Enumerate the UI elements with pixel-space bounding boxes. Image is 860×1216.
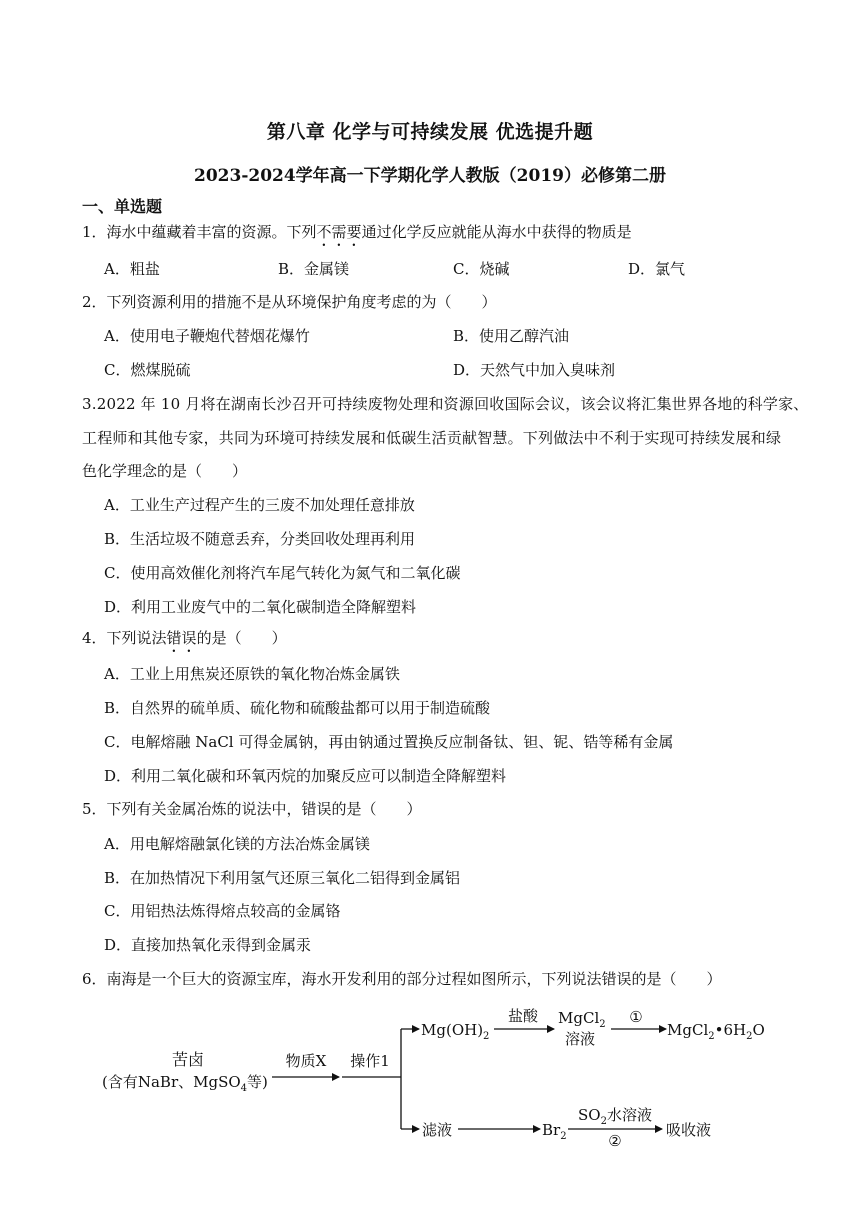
question-2-stem: 2．下列资源利用的措施不是从环境保护角度考虑的为（ ） [82, 293, 497, 311]
product-sub2: 2 [746, 1031, 753, 1042]
q4-option-a[interactable]: A．工业上用焦炭还原铁的氧化物冶炼金属铁 [104, 665, 400, 683]
filtrate-label: 滤液 [422, 1121, 453, 1139]
product-sub: 2 [708, 1031, 715, 1042]
source-comp-pre: (含有NaBr、MgSO [102, 1073, 241, 1091]
so2-post: 水溶液 [606, 1106, 652, 1124]
q1-stem-post: 通过化学反应就能从海水中获得的物质是 [361, 223, 632, 241]
q1-option-b[interactable]: B．金属镁 [278, 260, 350, 278]
q4-option-d[interactable]: D．利用二氧化碳和环氧丙烷的加聚反应可以制造全降解塑料 [104, 767, 507, 785]
question-3-stem-line2: 工程师和其他专家，共同为环境可持续发展和低碳生活贡献智慧。下列做法中不利于实现可持续发展和绿 [82, 429, 782, 447]
mgcl2-main: MgCl [558, 1009, 600, 1027]
q3-option-d[interactable]: D．利用工业废气中的二氧化碳制造全降解塑料 [104, 598, 417, 616]
step-1-label: ① [629, 1008, 643, 1026]
question-1-stem [82, 222, 632, 250]
q5-option-c[interactable]: C．用铝热法炼得熔点较高的金属铬 [104, 902, 341, 920]
hcl-label: 盐酸 [507, 1007, 539, 1025]
q1-option-d[interactable]: D．氯气 [628, 260, 686, 278]
page-title: 第八章 化学与可持续发展 优选提升题 [266, 121, 594, 143]
question-3-stem-line1: 3.2022 年 10 月将在湖南长沙召开可持续废物处理和资源回收国际会议，该会议将汇集世界各地的科学家、 [82, 395, 809, 413]
q1-emphasis: 不需要 [316, 223, 362, 241]
q2-option-b[interactable]: B．使用乙醇汽油 [453, 327, 570, 345]
question-5-stem: 5．下列有关金属冶炼的说法中，错误的是（ ） [82, 800, 422, 818]
q2-option-a[interactable]: A．使用电子鞭炮代替烟花爆竹 [104, 327, 310, 345]
q2-option-d[interactable]: D．天然气中加入臭味剂 [453, 361, 616, 379]
mgoh2-sub: 2 [483, 1031, 490, 1042]
q3-option-c[interactable]: C．使用高效催化剂将汽车尾气转化为氮气和二氧化碳 [104, 564, 461, 582]
process-flow-diagram [96, 1000, 766, 1150]
q2-option-c[interactable]: C．燃煤脱硫 [104, 361, 191, 379]
source-comp-sub: 4 [240, 1083, 248, 1094]
product-label [667, 1021, 765, 1042]
so2-sub: 2 [600, 1116, 607, 1127]
question-6-stem: 6．南海是一个巨大的资源宝库，海水开发利用的部分过程如图所示，下列说法错误的是（ ） [82, 970, 722, 988]
so2-main: SO [578, 1106, 601, 1124]
q1-option-c[interactable]: C．烧碱 [453, 260, 510, 278]
q5-option-a[interactable]: A．用电解熔融氯化镁的方法冶炼金属镁 [104, 835, 370, 853]
q1-stem-pre: 1．海水中蕴藏着丰富的资源。下列 [82, 223, 317, 241]
q4-stem-post: 的是（ ） [196, 629, 287, 647]
so2-label [578, 1106, 652, 1127]
mgcl2-solution-label: 溶液 [564, 1030, 596, 1048]
source-comp-post: 等) [247, 1073, 268, 1091]
q3-option-b[interactable]: B．生活垃圾不随意丢弃，分类回收处理再利用 [104, 530, 416, 548]
page-subtitle: 2023-2024学年高一下学期化学人教版（2019）必修第二册 [194, 166, 666, 186]
source-composition [102, 1073, 268, 1094]
q4-emphasis: 错误 [166, 629, 197, 647]
section-heading: 一、单选题 [82, 197, 163, 216]
mgcl2-sub: 2 [599, 1019, 606, 1030]
operation-1-label: 操作1 [350, 1052, 390, 1070]
product-mid: •6H [714, 1021, 747, 1039]
reagent-x-label: 物质X [285, 1052, 327, 1070]
q4-option-c[interactable]: C．电解熔融 NaCl 可得金属钠，再由钠通过置换反应制备钛、钽、铌、锆等稀有金属 [104, 733, 674, 751]
mgoh2-main: Mg(OH) [421, 1021, 484, 1039]
question-4-stem [82, 628, 287, 656]
q5-option-b[interactable]: B．在加热情况下利用氢气还原三氧化二铝得到金属铝 [104, 869, 461, 887]
question-3-stem-line3: 色化学理念的是（ ） [82, 462, 248, 480]
q4-option-b[interactable]: B．自然界的硫单质、硫化物和硫酸盐都可以用于制造硫酸 [104, 699, 491, 717]
product-post: O [752, 1021, 765, 1039]
br2-label [542, 1121, 567, 1142]
br2-sub: 2 [560, 1131, 567, 1142]
absorb-label: 吸收液 [666, 1121, 712, 1139]
product-pre: MgCl [667, 1021, 709, 1039]
q3-option-a[interactable]: A．工业生产过程产生的三废不加处理任意排放 [104, 496, 415, 514]
q1-option-a[interactable]: A．粗盐 [104, 260, 160, 278]
q5-option-d[interactable]: D．直接加热氧化汞得到金属汞 [104, 936, 312, 954]
mgcl2-label [558, 1009, 606, 1030]
mgoh2-label [421, 1021, 489, 1042]
br2-main: Br [542, 1121, 561, 1139]
source-label: 苦卤 [171, 1050, 205, 1069]
step-2-label: ② [608, 1132, 622, 1150]
q4-stem-pre: 4．下列说法 [82, 629, 167, 647]
